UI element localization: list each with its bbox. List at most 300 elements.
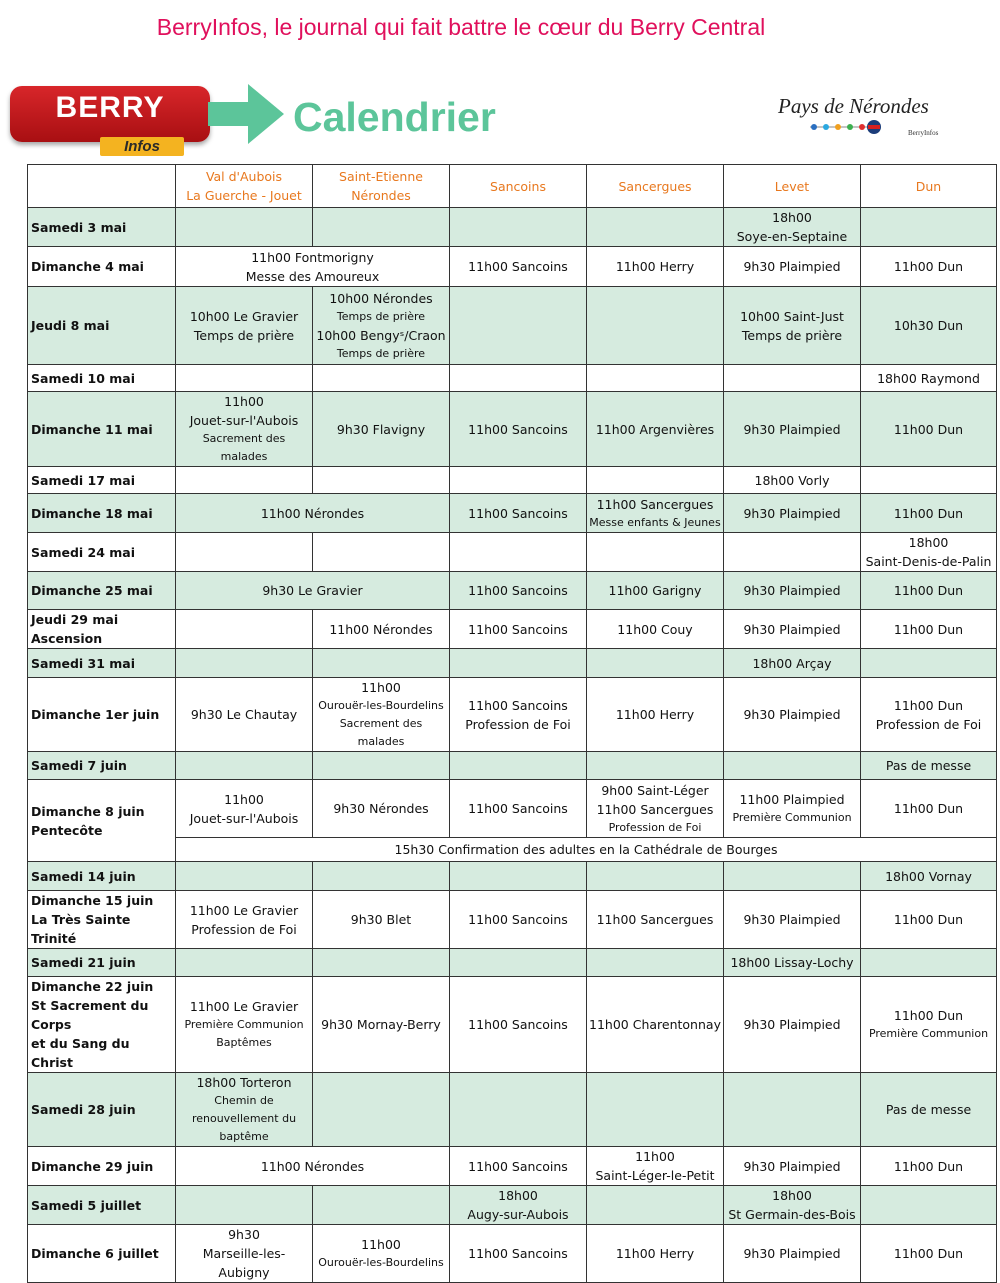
- event-line: 11h00: [635, 1149, 675, 1164]
- event-line: Profession de Foi: [191, 921, 297, 937]
- pays-dots-icon: [808, 120, 908, 134]
- event-line: Saint-Léger-le-Petit: [595, 1168, 715, 1183]
- column-header-line: Saint-Etienne: [339, 169, 423, 184]
- table-row: [28, 572, 997, 610]
- arrow-icon: [208, 84, 288, 144]
- event-cell: [450, 780, 587, 838]
- empty-cell: [724, 1073, 861, 1147]
- table-row: [28, 649, 997, 678]
- event-cell: [450, 494, 587, 533]
- event-note: Ourouër-les-Bourdelins: [318, 699, 444, 712]
- day-cell: [28, 1186, 176, 1225]
- event-cell: [724, 287, 861, 365]
- day-label: Dimanche 4 mai: [31, 259, 144, 274]
- event-cell: [313, 780, 450, 838]
- event-line: 18h00: [498, 1188, 538, 1203]
- event-line: 11h00 Dun: [893, 621, 964, 637]
- day-cell: [28, 1225, 176, 1283]
- day-label: Samedi 21 juin: [31, 955, 136, 970]
- empty-cell: [450, 467, 587, 494]
- table-row: [28, 467, 997, 494]
- empty-cell: [587, 949, 724, 977]
- event-cell: [724, 208, 861, 247]
- day-label: Dimanche 18 mai: [31, 505, 153, 521]
- empty-cell: [450, 533, 587, 572]
- column-header: [176, 165, 313, 208]
- event-cell: [587, 1147, 724, 1186]
- event-line: 11h00 Sancoins: [468, 1246, 568, 1261]
- event-note: renouvellement du: [191, 1112, 297, 1125]
- empty-cell: [450, 1073, 587, 1147]
- event-cell: [176, 1225, 313, 1283]
- event-line: 10h00 Bengyˢ/Craon: [316, 327, 446, 343]
- empty-cell: [587, 287, 724, 365]
- event-cell: [450, 1186, 587, 1225]
- table-row: [28, 678, 997, 752]
- event-cell: [724, 467, 861, 494]
- empty-cell: [587, 208, 724, 247]
- event-line: 9h30 Plaimpied: [743, 421, 841, 437]
- table-row: [28, 977, 997, 1073]
- day-label: Samedi 7 juin: [31, 758, 127, 773]
- table-row: [28, 752, 997, 780]
- event-line: 11h00 Nérondes: [260, 505, 365, 521]
- empty-cell: [450, 752, 587, 780]
- day-cell: [28, 467, 176, 494]
- event-cell: [861, 977, 997, 1073]
- empty-cell: [176, 365, 313, 392]
- event-note: baptême: [219, 1130, 269, 1143]
- event-line: 11h00: [361, 680, 401, 695]
- empty-cell: [587, 752, 724, 780]
- empty-cell: [313, 649, 450, 678]
- event-line: Temps de prière: [741, 327, 843, 343]
- event-line: 9h30 Plaimpied: [743, 259, 841, 274]
- table-row: [28, 392, 997, 467]
- event-cell: [587, 891, 724, 949]
- table-row: [28, 208, 997, 247]
- event-cell: [861, 780, 997, 838]
- empty-cell: [176, 467, 313, 494]
- event-line: Messe des Amoureux: [245, 268, 380, 284]
- event-line: 9h00 Saint-Léger: [601, 782, 709, 798]
- event-cell: [587, 572, 724, 610]
- berry-infos-logo: [10, 86, 210, 142]
- empty-cell: [450, 649, 587, 678]
- day-label: Jeudi 8 mai: [31, 318, 110, 333]
- event-cell: [176, 287, 313, 365]
- table-row: [28, 780, 997, 838]
- event-line: 11h00 Sancoins: [468, 801, 568, 816]
- event-cell: [861, 891, 997, 949]
- day-label: Jeudi 29 mai: [31, 612, 119, 627]
- day-cell: [28, 949, 176, 977]
- event-cell: [587, 392, 724, 467]
- empty-cell: [176, 1186, 313, 1225]
- event-line: 11h00 Sancergues: [596, 801, 714, 817]
- event-line: 9h30 Flavigny: [336, 421, 426, 437]
- event-line: 11h00 Dun: [893, 505, 964, 521]
- event-line: 18h00 Raymond: [877, 370, 980, 386]
- column-header-line: Levet: [774, 178, 810, 194]
- empty-cell: [176, 208, 313, 247]
- event-line: 11h00: [224, 394, 264, 409]
- table-row: [28, 891, 997, 949]
- empty-cell: [176, 533, 313, 572]
- event-line: 9h30 Plaimpied: [743, 912, 841, 927]
- day-label: St Sacrement du Corps: [31, 998, 149, 1032]
- event-cell: [861, 392, 997, 467]
- day-cell: [28, 1073, 176, 1147]
- day-label: Samedi 5 juillet: [31, 1197, 142, 1213]
- header-corner-cell: [28, 165, 176, 208]
- day-cell: [28, 208, 176, 247]
- event-cell: [724, 1225, 861, 1283]
- day-cell: [28, 780, 176, 862]
- empty-cell: [313, 949, 450, 977]
- day-label: Samedi 17 mai: [31, 472, 136, 488]
- event-line: Temps de prière: [193, 327, 295, 343]
- day-label: Dimanche 25 mai: [31, 583, 153, 598]
- day-cell: [28, 365, 176, 392]
- event-cell: [861, 1147, 997, 1186]
- event-line: 9h30 Plaimpied: [743, 1158, 841, 1174]
- day-label: Pentecôte: [31, 822, 103, 838]
- event-cell: [587, 610, 724, 649]
- event-cell: [861, 1073, 997, 1147]
- day-label: La Très Sainte Trinité: [31, 912, 131, 946]
- event-cell: [313, 1225, 450, 1283]
- event-cell: [587, 1225, 724, 1283]
- day-cell: [28, 247, 176, 287]
- event-cell: [176, 891, 313, 949]
- event-line: 11h00 Sancergues: [596, 496, 714, 512]
- event-line: 11h00 Dun: [893, 1008, 964, 1023]
- empty-cell: [176, 862, 313, 891]
- logo-sub-text: Infos: [100, 137, 184, 156]
- empty-cell: [861, 467, 997, 494]
- empty-cell: [587, 467, 724, 494]
- empty-cell: [861, 208, 997, 247]
- column-header-line: Nérondes: [351, 188, 411, 203]
- event-line: 11h00 Herry: [615, 1246, 695, 1261]
- day-label: Samedi 31 mai: [31, 655, 136, 671]
- event-cell: [724, 1147, 861, 1186]
- event-cell: [861, 365, 997, 392]
- day-label: Dimanche 1er juin: [31, 707, 160, 722]
- event-line: 9h30 Mornay-Berry: [321, 1017, 441, 1032]
- day-cell: [28, 572, 176, 610]
- event-cell: [176, 977, 313, 1073]
- table-row: [28, 287, 997, 365]
- day-label: Samedi 14 juin: [31, 868, 136, 884]
- event-line: 11h00 Le Gravier: [189, 999, 299, 1014]
- event-line: 11h00 Herry: [615, 707, 695, 722]
- event-cell: [176, 247, 450, 287]
- day-label: Dimanche 22 juin: [31, 979, 154, 994]
- empty-cell: [724, 365, 861, 392]
- event-cell: [861, 678, 997, 752]
- event-cell: [587, 678, 724, 752]
- empty-cell: [313, 467, 450, 494]
- event-cell: [724, 949, 861, 977]
- event-line: 11h00 Sancoins: [468, 697, 568, 713]
- event-note: Messe enfants & Jeunes: [589, 515, 721, 529]
- empty-cell: [861, 949, 997, 977]
- column-header-line: Sancergues: [618, 178, 692, 194]
- event-line: Profession de Foi: [465, 716, 571, 732]
- event-cell: [587, 780, 724, 838]
- event-cell: [313, 678, 450, 752]
- column-header-line: Sancoins: [490, 178, 546, 194]
- event-line: 18h00: [908, 535, 949, 550]
- column-header: [861, 165, 997, 208]
- empty-cell: [313, 533, 450, 572]
- event-note: Profession de Foi: [608, 820, 702, 834]
- event-note: Ourouër-les-Bourdelins: [318, 1256, 444, 1269]
- column-header-line: Val d'Aubois: [205, 169, 283, 184]
- event-cell: [724, 610, 861, 649]
- event-cell: [450, 247, 587, 287]
- event-line: 11h00 Dun: [893, 421, 964, 437]
- event-line: 11h00 Dun: [893, 1158, 964, 1174]
- event-line: 11h00: [361, 1237, 401, 1252]
- day-label: et du Sang du Christ: [31, 1036, 130, 1070]
- event-cell: [176, 572, 450, 610]
- empty-cell: [587, 365, 724, 392]
- event-cell: [176, 392, 313, 467]
- event-line: 11h00: [224, 791, 264, 807]
- event-cell: [313, 287, 450, 365]
- event-line: 10h00 Le Gravier: [189, 308, 299, 324]
- empty-cell: [587, 1186, 724, 1225]
- event-cell: [450, 891, 587, 949]
- empty-cell: [587, 533, 724, 572]
- empty-cell: [450, 862, 587, 891]
- table-row: [28, 365, 997, 392]
- event-line: 11h00 Dun: [893, 801, 964, 816]
- event-note: Temps de prière: [336, 346, 426, 360]
- event-note: Sacrement des malades: [202, 432, 286, 463]
- event-note: Première Communion: [868, 1027, 989, 1040]
- day-cell: [28, 649, 176, 678]
- event-cell: [861, 287, 997, 365]
- event-cell: [176, 494, 450, 533]
- event-line: 11h00 Dun: [893, 259, 964, 274]
- event-line: 11h00 Sancoins: [468, 421, 568, 437]
- event-line: 11h00 Nérondes: [329, 621, 433, 637]
- column-header-line: Dun: [915, 178, 942, 194]
- table-row: [28, 533, 997, 572]
- event-cell: [861, 610, 997, 649]
- table-row: [28, 1147, 997, 1186]
- event-note: Sacrement des malades: [339, 717, 423, 748]
- empty-cell: [724, 752, 861, 780]
- event-line: Marseille-les-Aubigny: [202, 1246, 286, 1280]
- table-row: [28, 610, 997, 649]
- event-line: 9h30 Le Chautay: [190, 707, 298, 722]
- event-cell: [724, 1186, 861, 1225]
- event-line: 9h30 Plaimpied: [743, 707, 841, 722]
- calendar-table: [27, 164, 997, 1283]
- event-line: 11h00 Plaimpied: [739, 792, 845, 807]
- column-header: [450, 165, 587, 208]
- event-cell: [587, 977, 724, 1073]
- event-line: 18h00: [772, 210, 812, 225]
- empty-cell: [313, 1073, 450, 1147]
- event-line: Jouet-sur-l'Aubois: [189, 413, 299, 428]
- table-row: [28, 1073, 997, 1147]
- event-line: 11h00 Nérondes: [260, 1158, 365, 1174]
- event-note: Première Communion: [184, 1018, 304, 1031]
- event-line: 11h00 Dun: [893, 583, 964, 598]
- event-cell: [724, 780, 861, 838]
- empty-cell: [313, 1186, 450, 1225]
- event-line: 18h00: [772, 1188, 812, 1203]
- event-line: Saint-Denis-de-Palin: [865, 554, 992, 569]
- event-cell: [861, 572, 997, 610]
- event-cell: [176, 780, 313, 838]
- pays-logo-text: Pays de Nérondes: [778, 94, 929, 118]
- empty-cell: [313, 365, 450, 392]
- event-line: 11h00 Sancoins: [468, 1158, 568, 1174]
- event-line: 11h00 Dun: [893, 697, 964, 713]
- empty-cell: [176, 649, 313, 678]
- event-cell: [313, 610, 450, 649]
- day-label: Samedi 10 mai: [31, 370, 136, 386]
- empty-cell: [724, 862, 861, 891]
- event-cell: [724, 977, 861, 1073]
- event-cell: [861, 533, 997, 572]
- table-row: [28, 862, 997, 891]
- day-label: Dimanche 11 mai: [31, 421, 153, 437]
- empty-cell: [176, 610, 313, 649]
- column-header-line: La Guerche - Jouet: [186, 188, 302, 203]
- header-row: [28, 165, 997, 208]
- event-cell: [313, 392, 450, 467]
- event-line: 11h00 Fontmorigny: [251, 249, 374, 265]
- event-note: Première Communion: [732, 811, 852, 824]
- event-cell: [313, 891, 450, 949]
- event-line: St Germain-des-Bois: [728, 1207, 856, 1222]
- empty-cell: [861, 1186, 997, 1225]
- table-row: [28, 1186, 997, 1225]
- event-cell: [450, 1147, 587, 1186]
- empty-cell: [313, 862, 450, 891]
- event-line: 9h30 Blet: [350, 912, 412, 927]
- empty-cell: [313, 752, 450, 780]
- event-line: 11h00 Charentonnay: [589, 1017, 721, 1032]
- event-line: 11h00 Dun: [893, 1246, 964, 1261]
- table-row: [28, 949, 997, 977]
- event-line: 18h00 Arçay: [752, 655, 832, 671]
- event-line: Jouet-sur-l'Aubois: [189, 810, 299, 826]
- day-label: Ascension: [31, 631, 103, 646]
- event-line: 11h00 Herry: [615, 259, 695, 274]
- event-cell: [587, 247, 724, 287]
- event-line: 9h30: [228, 1227, 260, 1242]
- event-line: 11h00 Sancoins: [468, 583, 568, 598]
- event-note: Baptêmes: [216, 1036, 272, 1049]
- event-line: 11h00 Sancoins: [468, 505, 568, 521]
- event-line: 11h00 Sancoins: [468, 259, 568, 274]
- empty-cell: [450, 949, 587, 977]
- table-row: [28, 1225, 997, 1283]
- event-cell: [861, 247, 997, 287]
- event-note: Temps de prière: [336, 309, 426, 323]
- day-label: Samedi 24 mai: [31, 544, 136, 560]
- event-cell: [861, 752, 997, 780]
- event-cell: [450, 392, 587, 467]
- event-cell: [176, 1073, 313, 1147]
- column-header: [313, 165, 450, 208]
- event-line: 11h00 Couy: [617, 621, 693, 637]
- event-cell: [450, 610, 587, 649]
- event-cell: [176, 838, 997, 862]
- column-header: [587, 165, 724, 208]
- empty-cell: [450, 287, 587, 365]
- day-label: Dimanche 15 juin: [31, 893, 154, 908]
- page-title: Calendrier: [293, 94, 496, 140]
- day-label: Dimanche 6 juillet: [31, 1246, 159, 1261]
- event-line: 11h00 Sancoins: [468, 912, 568, 927]
- event-cell: [724, 572, 861, 610]
- event-line: 9h30 Plaimpied: [743, 1017, 841, 1032]
- event-line: 11h00 Sancoins: [468, 621, 568, 637]
- day-label: Dimanche 29 juin: [31, 1158, 154, 1174]
- empty-cell: [724, 533, 861, 572]
- day-cell: [28, 752, 176, 780]
- table-row: [28, 494, 997, 533]
- event-cell: [587, 494, 724, 533]
- empty-cell: [450, 208, 587, 247]
- event-line: 11h00 Sancergues: [596, 912, 714, 927]
- logo-main-text: BERRY: [55, 91, 165, 124]
- event-line: 9h30 Plaimpied: [743, 583, 841, 598]
- event-line: 18h00 Torteron: [196, 1075, 292, 1090]
- event-cell: [450, 1225, 587, 1283]
- event-line: 11h00 Dun: [893, 912, 964, 927]
- event-cell: [313, 977, 450, 1073]
- event-line: Profession de Foi: [875, 716, 982, 732]
- empty-cell: [587, 1073, 724, 1147]
- empty-cell: [313, 208, 450, 247]
- event-line: Augy-sur-Aubois: [467, 1207, 569, 1222]
- day-cell: [28, 494, 176, 533]
- day-label: Samedi 28 juin: [31, 1102, 136, 1117]
- day-cell: [28, 533, 176, 572]
- event-line: 18h00 Vorly: [754, 472, 830, 488]
- event-line: 10h00 Saint-Just: [740, 308, 844, 324]
- event-cell: [450, 572, 587, 610]
- event-line: 9h30 Le Gravier: [262, 583, 363, 598]
- day-cell: [28, 610, 176, 649]
- empty-cell: [450, 365, 587, 392]
- day-cell: [28, 678, 176, 752]
- empty-cell: [176, 752, 313, 780]
- event-cell: [176, 1147, 450, 1186]
- day-cell: [28, 862, 176, 891]
- day-cell: [28, 891, 176, 949]
- event-note: Chemin de: [214, 1094, 274, 1107]
- day-cell: [28, 1147, 176, 1186]
- event-cell: [724, 891, 861, 949]
- day-label: Samedi 3 mai: [31, 219, 127, 235]
- event-line: 10h30 Dun: [893, 318, 964, 333]
- event-line: Pas de messe: [885, 1102, 972, 1117]
- event-line: 11h00 Garigny: [608, 583, 702, 598]
- event-cell: [724, 247, 861, 287]
